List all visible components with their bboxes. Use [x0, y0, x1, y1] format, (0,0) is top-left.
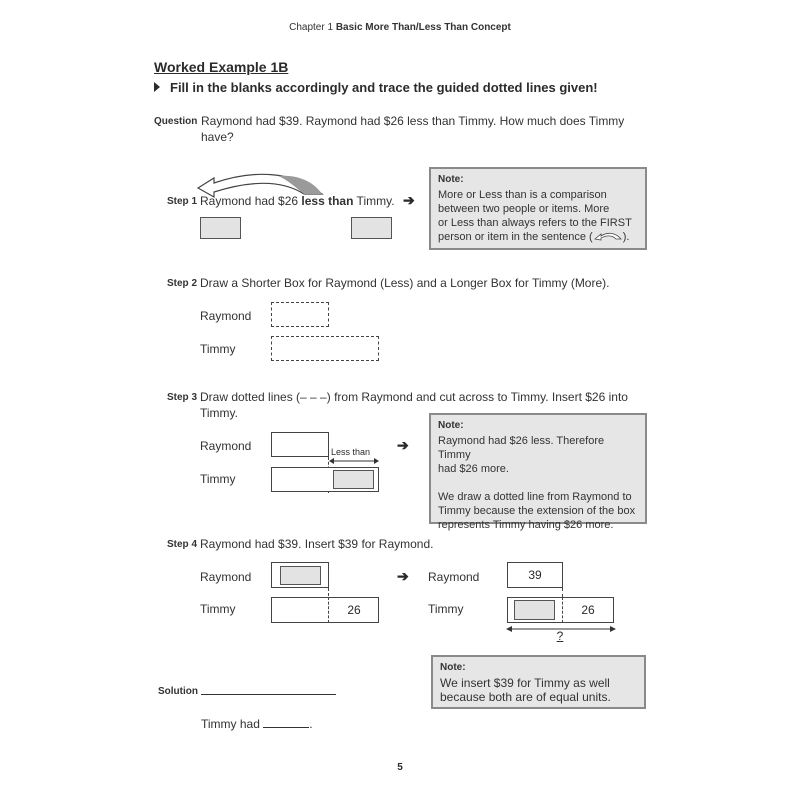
right-arrow-icon: ➔	[397, 568, 409, 584]
step4-timmy-value: 26	[347, 603, 361, 617]
step3-raymond-box	[271, 432, 329, 457]
step2-label: Step 2	[167, 278, 198, 289]
note2-line4: Timmy because the extension of the box	[438, 505, 636, 517]
small-curved-arrow-icon	[593, 231, 623, 241]
step4-timmy-value-right: 26	[581, 603, 595, 617]
less-than-label: Less than	[331, 447, 371, 457]
question-line2: have?	[201, 130, 234, 144]
worked-example-title: Worked Example 1B	[154, 59, 289, 75]
step4-dotted-line-d	[562, 597, 563, 623]
note1-line3: or Less than always refers to the FIRST	[438, 217, 632, 229]
triangle-bullet-icon	[154, 82, 160, 92]
step4-dotted-line-a	[328, 588, 329, 596]
step1-text-bold: less than	[301, 194, 354, 208]
step1-text-a: Raymond had $26	[200, 194, 302, 208]
less-than-arrow-icon	[329, 457, 379, 465]
answer-blank[interactable]	[263, 716, 309, 728]
step4-timmy-shaded-box-right	[514, 600, 555, 620]
note-box-3	[431, 655, 646, 709]
unknown-total: ?	[556, 629, 564, 643]
note1-line4a: person or item in the sentence (	[438, 231, 593, 243]
step4-text: Raymond had $39. Insert $39 for Raymond.	[200, 537, 434, 551]
step2-timmy-label: Timmy	[200, 342, 236, 356]
step4-raymond-shaded-box	[280, 566, 321, 585]
right-arrow-icon: ➔	[403, 192, 415, 208]
page-number: 5	[397, 762, 403, 773]
step4-dotted-line-b	[328, 597, 329, 623]
step4-timmy-label-right: Timmy	[428, 602, 464, 616]
note-box-1	[429, 167, 647, 250]
note1-title: Note:	[438, 174, 464, 185]
chapter-title: Basic More Than/Less Than Concept	[335, 22, 511, 33]
step2-text: Draw a Shorter Box for Raymond (Less) and a Longer Box for Timmy (More).	[200, 276, 610, 290]
question-label: Question	[154, 116, 198, 127]
note2-spacer	[438, 476, 638, 490]
step1-timmy-box	[351, 217, 392, 239]
right-arrow-icon: ➔	[397, 437, 409, 453]
step4-label: Step 4	[167, 539, 198, 550]
note2-line5: represents Timmy having $26 more.	[438, 519, 614, 531]
step1-text	[200, 194, 395, 208]
note2-title: Note:	[438, 420, 464, 431]
note2-line1: Raymond had $26 less. Therefore Timmy	[438, 435, 605, 461]
solution-label: Solution	[158, 686, 198, 697]
step4-raymond-value-right: 39	[528, 568, 542, 582]
step4-raymond-label: Raymond	[200, 570, 252, 584]
note1-line2: between two people or items. More	[438, 203, 610, 215]
step2-raymond-dotted-box	[271, 302, 329, 327]
note1-line1: More or Less than is a comparison	[438, 189, 607, 201]
step3-raymond-label: Raymond	[200, 439, 252, 453]
step2-raymond-label: Raymond	[200, 309, 252, 323]
answer-prefix: Timmy had	[201, 717, 260, 731]
step3-line2: Timmy.	[200, 406, 238, 420]
note3-title: Note:	[440, 662, 466, 673]
answer-line	[201, 716, 313, 731]
answer-suffix: .	[309, 717, 313, 731]
note-box-2	[429, 413, 647, 531]
note2-line3: We draw a dotted line from Raymond to	[438, 491, 632, 503]
note1-line4	[438, 230, 638, 244]
step3-line1: Draw dotted lines (– – –) from Raymond and cut across to Timmy. Insert $26 into	[200, 390, 628, 404]
step3-timmy-shaded-box	[333, 470, 374, 489]
note2-line2: had $26 more.	[438, 463, 509, 475]
step4-dotted-line-c	[562, 588, 563, 597]
note1-line4b: ).	[622, 231, 630, 243]
step4-timmy-label: Timmy	[200, 602, 236, 616]
instruction	[154, 80, 598, 95]
question-line1: Raymond had $39. Raymond had $26 less than Timmy. How much does Timmy	[201, 114, 625, 128]
step4-raymond-label-right: Raymond	[428, 570, 480, 584]
instruction-text: Fill in the blanks accordingly and trace the guided dotted lines given!	[170, 80, 598, 95]
step1-text-b: Timmy.	[353, 194, 395, 208]
step1-raymond-box	[200, 217, 241, 239]
step1-label: Step 1	[167, 196, 198, 207]
step3-timmy-label: Timmy	[200, 472, 236, 486]
solution-blank[interactable]	[201, 694, 336, 695]
note3-line2: because both are of equal units.	[440, 690, 611, 704]
chapter-label: Chapter 1	[289, 22, 334, 33]
step2-timmy-dotted-box	[271, 336, 379, 361]
step3-label: Step 3	[167, 392, 198, 403]
note3-line1: We insert $39 for Timmy as well	[440, 676, 610, 690]
page-header	[0, 22, 800, 33]
